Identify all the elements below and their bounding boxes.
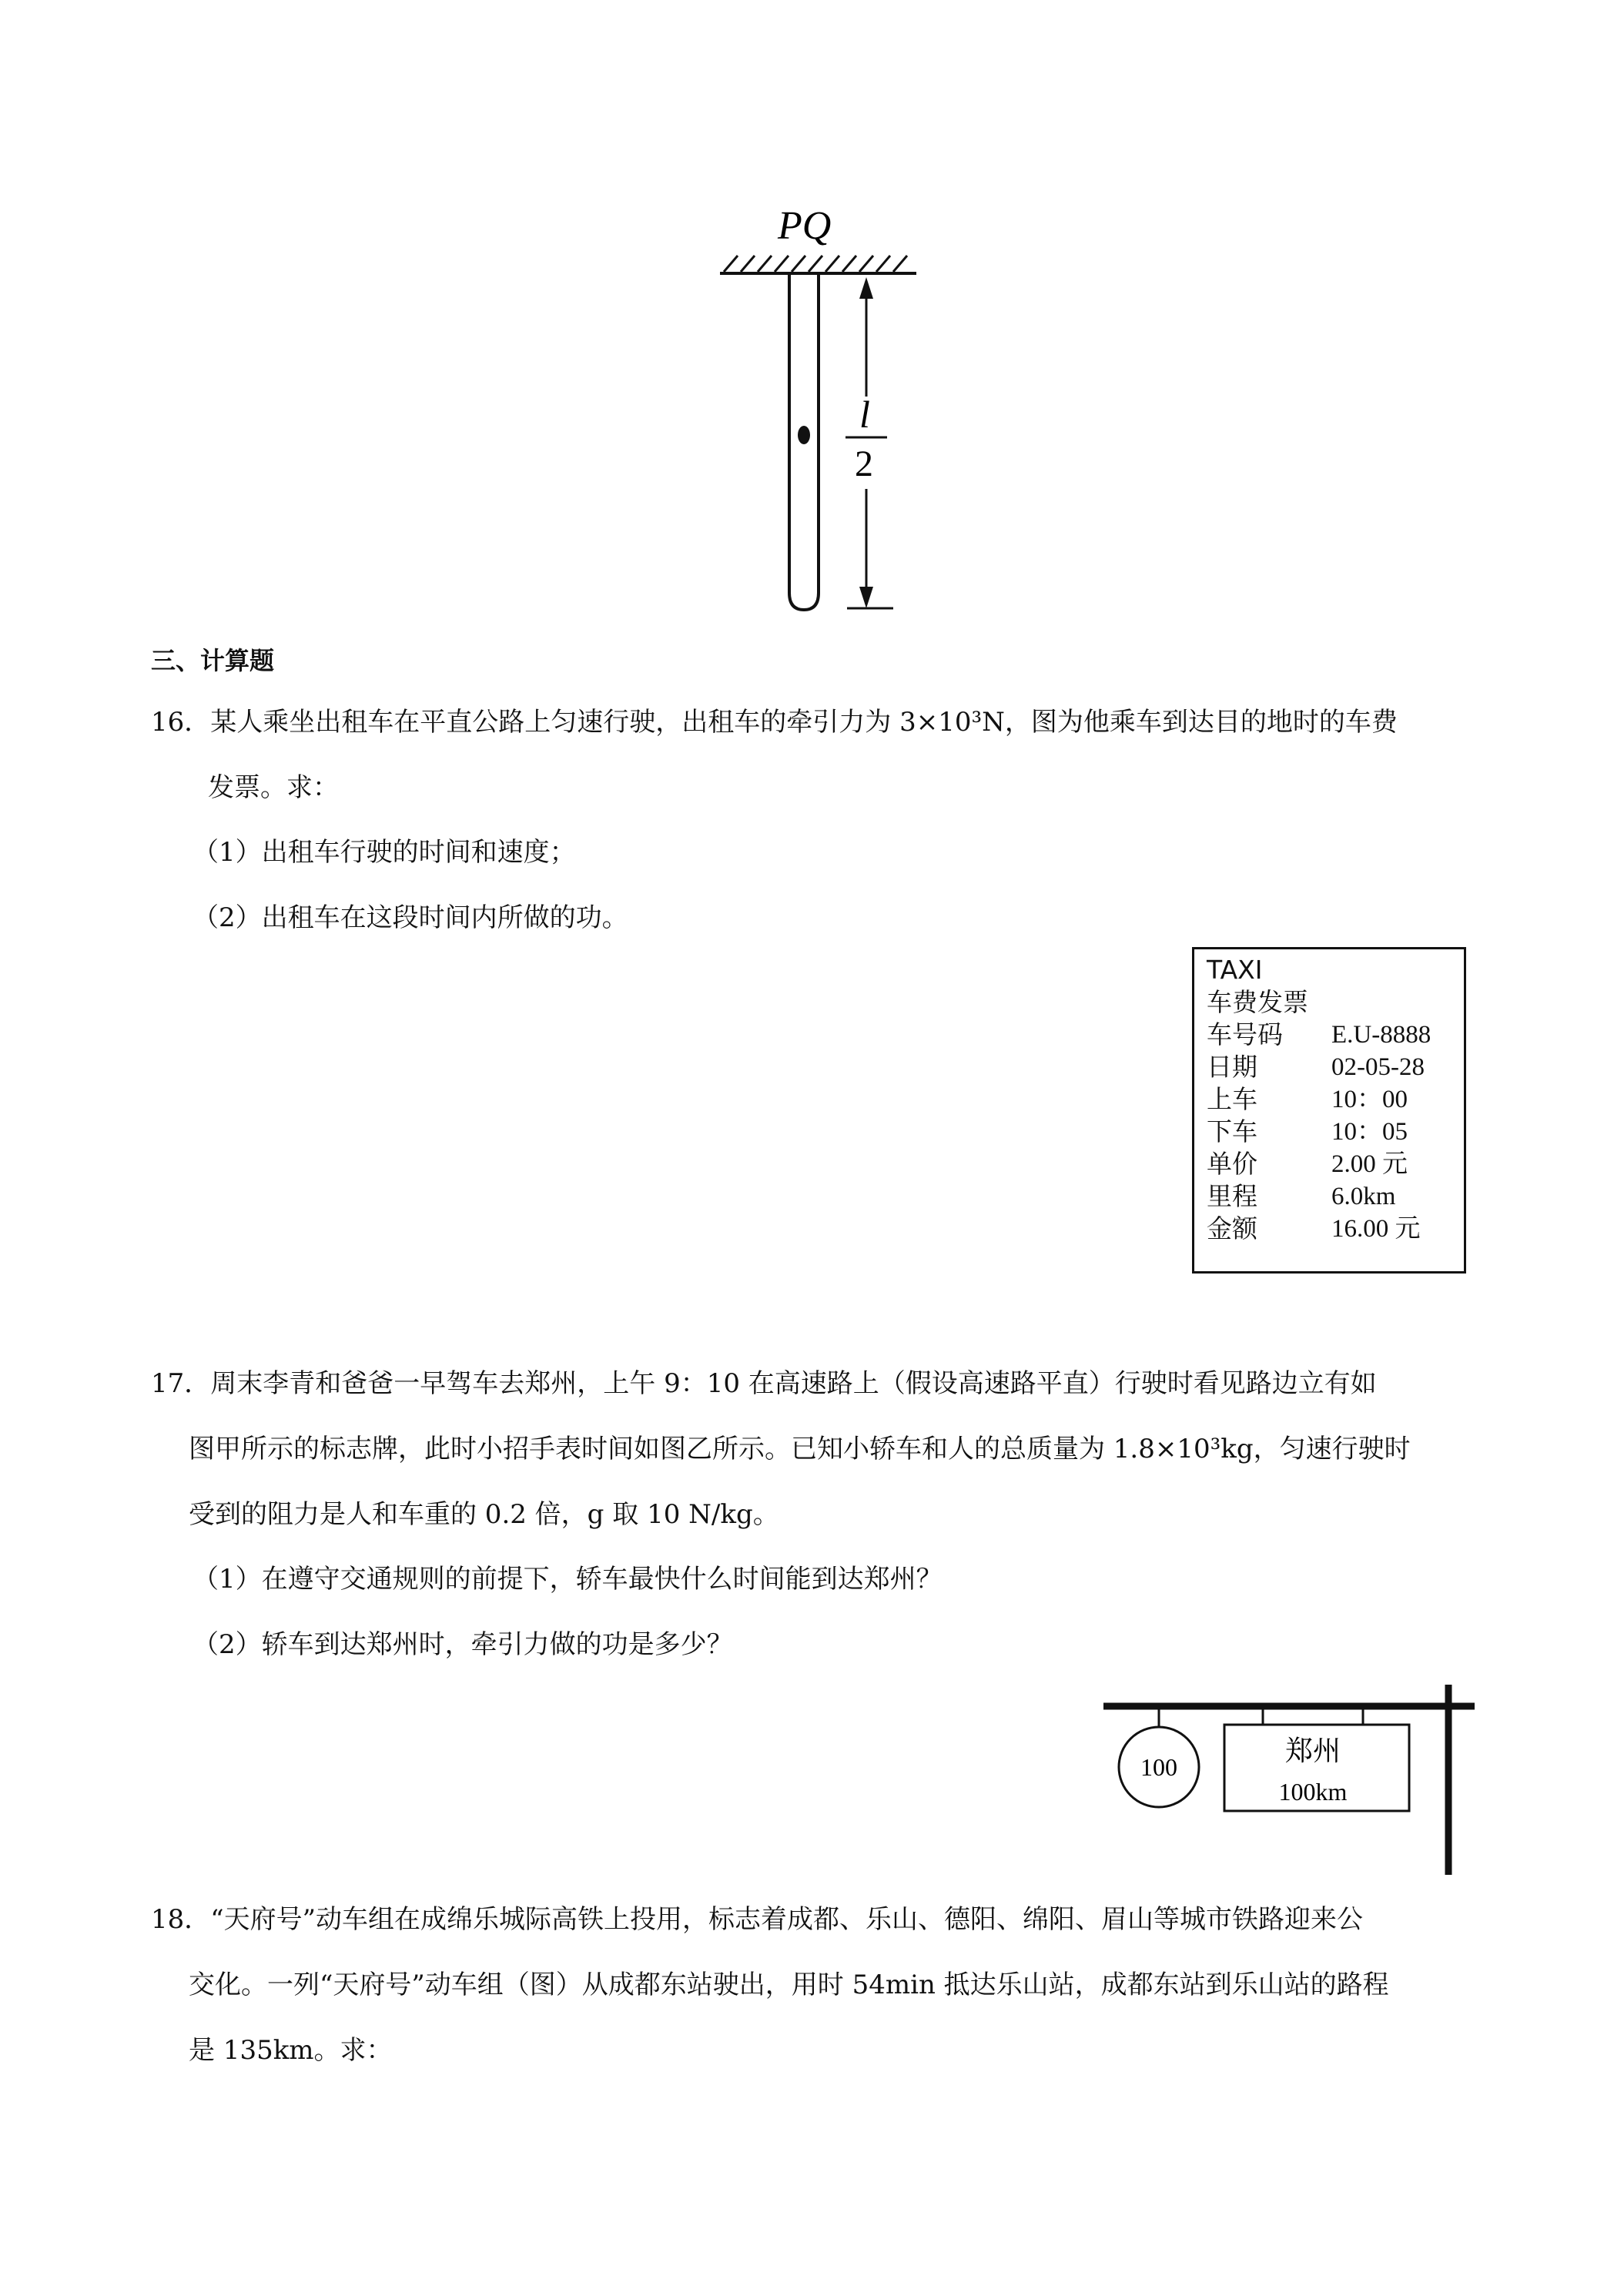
q17-sub2: （2）轿车到达郑州时，牵引力做的功是多少？ xyxy=(193,1629,733,1660)
receipt-label: 下车 xyxy=(1207,1116,1257,1146)
receipt-subtitle: 车费发票 xyxy=(1207,987,1308,1017)
section-title: 三、计算题 xyxy=(151,646,275,675)
q16-line1: 16．某人乘坐出租车在平直公路上匀速行驶，出租车的牵引力为 3×10³N，图为他乘车到达目的地时的车费 xyxy=(151,707,1398,738)
speed-limit-value: 100 xyxy=(1140,1753,1177,1781)
pq-label: PQ xyxy=(778,204,832,248)
receipt-value: 02-05-28 xyxy=(1331,1053,1425,1081)
receipt-value: E.U-8888 xyxy=(1331,1021,1431,1049)
q18-line3: 是 135km。求： xyxy=(189,2035,393,2066)
q17-line3: 受到的阻力是人和车重的 0.2 倍，g 取 10 N/kg。 xyxy=(189,1499,779,1530)
receipt-value: 10：05 xyxy=(1331,1118,1408,1146)
pq-tube-diagram xyxy=(708,192,939,624)
q16-sub1: （1）出租车行驶的时间和速度； xyxy=(193,837,576,868)
receipt-value: 6.0km xyxy=(1331,1183,1396,1210)
receipt-value: 16.00 元 xyxy=(1331,1215,1421,1243)
receipt-label: 上车 xyxy=(1207,1084,1257,1114)
receipt-label: 车号码 xyxy=(1207,1019,1283,1049)
pq-tube-figure xyxy=(708,192,939,624)
receipt-label: 里程 xyxy=(1207,1181,1257,1211)
q16-line2: 发票。求： xyxy=(208,772,339,803)
receipt-label: 单价 xyxy=(1207,1149,1257,1179)
fraction-numerator: l xyxy=(859,393,870,436)
taxi-receipt xyxy=(1192,947,1466,1274)
receipt-label: 金额 xyxy=(1207,1213,1257,1243)
destination-name: 郑州 xyxy=(1284,1735,1341,1767)
ceiling-hatch xyxy=(724,256,907,272)
ball-marker xyxy=(798,426,810,444)
q17-sub1: （1）在遵守交通规则的前提下，轿车最快什么时间能到达郑州？ xyxy=(193,1564,943,1595)
receipt-label: 日期 xyxy=(1207,1052,1257,1082)
road-sign-diagram xyxy=(1097,1678,1482,1879)
receipt-title: TAXI xyxy=(1207,955,1263,985)
q18-line1: 18．“天府号”动车组在成绵乐城际高铁上投用，标志着成都、乐山、德阳、绵阳、眉山等城市铁路迎来公 xyxy=(151,1904,1364,1935)
receipt-value: 10：00 xyxy=(1331,1086,1408,1113)
destination-distance: 100km xyxy=(1278,1778,1348,1806)
road-sign-figure xyxy=(1097,1678,1482,1879)
receipt-value: 2.00 元 xyxy=(1331,1150,1408,1178)
q16-sub2: （2）出租车在这段时间内所做的功。 xyxy=(193,902,628,933)
q17-line2: 图甲所示的标志牌，此时小招手表时间如图乙所示。已知小轿车和人的总质量为 1.8×10³kg，匀速行驶时 xyxy=(189,1434,1411,1464)
q17-line1: 17．周末李青和爸爸一早驾车去郑州，上午 9：10 在高速路上（假设高速路平直）行驶时看见路边立有如 xyxy=(151,1368,1377,1399)
q18-line2: 交化。一列“天府号”动车组（图）从成都东站驶出，用时 54min 抵达乐山站，成都东站到乐山站的路程 xyxy=(189,1970,1389,2000)
fraction-denominator: 2 xyxy=(855,443,873,484)
